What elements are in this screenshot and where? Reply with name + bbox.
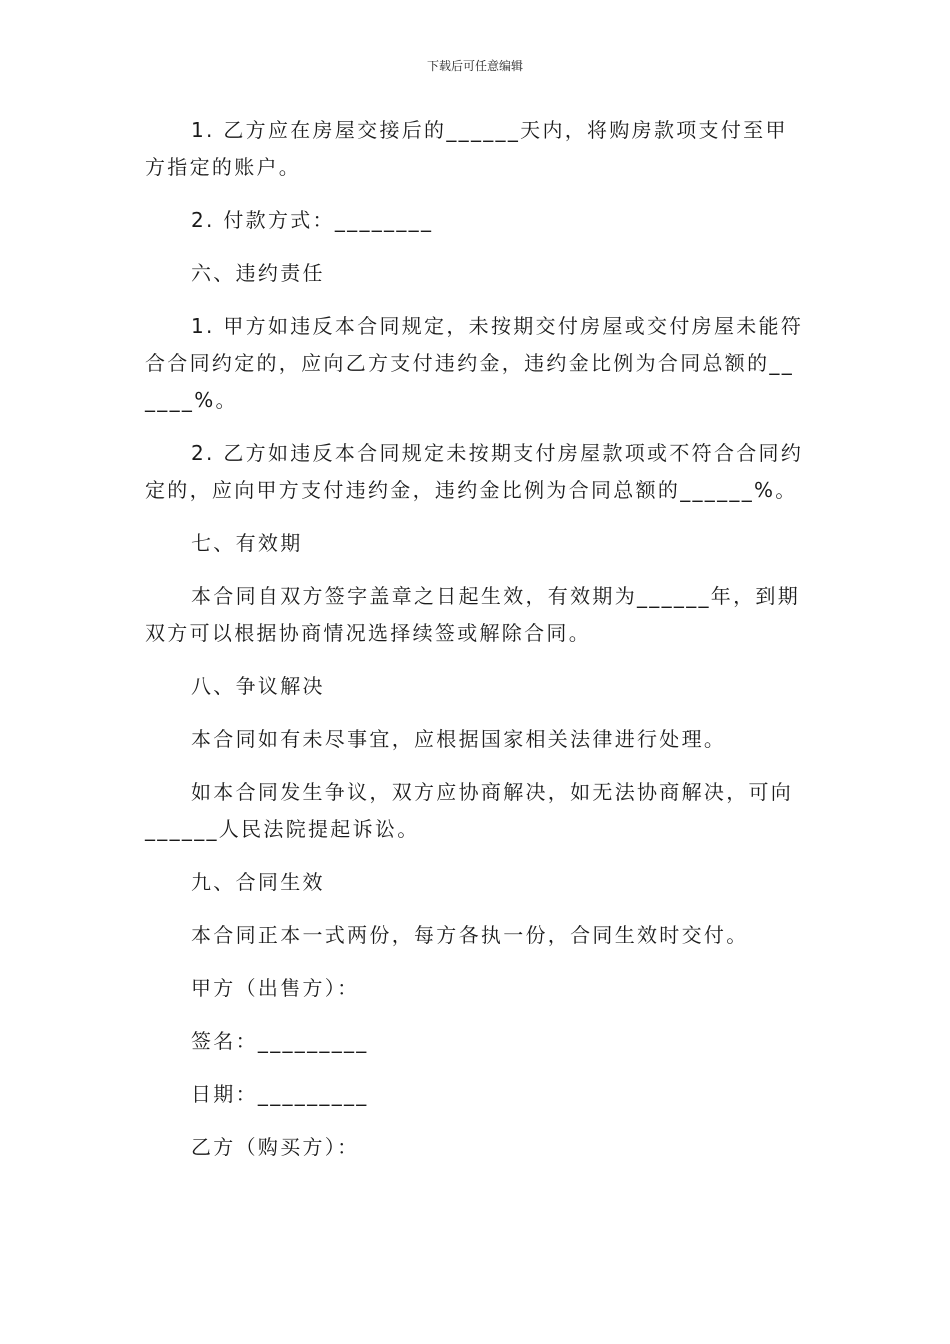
section-heading-dispute: 八、争议解决 — [191, 674, 325, 698]
clause-seller-breach: 1. 甲方如违反本合同规定，未按期交付房屋或交付房屋未能符合合同约定的，应向乙方支付违约金，违约金比例为合同总额的______%。 — [145, 314, 804, 412]
clause-buyer-breach: 2. 乙方如违反本合同规定未按期支付房屋款项或不符合合同约定的，应向甲方支付违约金，违约金比例为合同总额的______%。 — [145, 441, 804, 502]
clause-payment-method: 2. 付款方式：________ — [191, 208, 434, 232]
clause-copies: 本合同正本一式两份，每方各执一份，合同生效时交付。 — [191, 923, 749, 947]
clause-payment-deadline: 1. 乙方应在房屋交接后的______天内，将购房款项支付至甲方指定的账户。 — [145, 118, 788, 179]
clause-validity: 本合同自双方签字盖章之日起生效，有效期为______年，到期双方可以根据协商情况选择续签或解除合同。 — [145, 584, 800, 645]
page-header: 下载后可任意编辑 — [426, 59, 523, 73]
section-heading-breach: 六、违约责任 — [191, 261, 325, 285]
clause-dispute-court: 如本合同发生争议，双方应协商解决，如无法协商解决，可向______人民法院提起诉讼。 — [145, 780, 794, 841]
section-heading-effect: 九、合同生效 — [191, 870, 325, 894]
party-a-label: 甲方（出售方）： — [191, 976, 360, 1000]
contract-body — [145, 112, 805, 1166]
party-a-signature: 签名：_________ — [191, 1029, 369, 1053]
section-heading-validity: 七、有效期 — [191, 531, 303, 555]
party-a-date: 日期：_________ — [191, 1082, 369, 1106]
party-b-label: 乙方（购买方）： — [191, 1135, 360, 1159]
clause-unresolved-matters: 本合同如有未尽事宜，应根据国家相关法律进行处理。 — [191, 727, 727, 751]
